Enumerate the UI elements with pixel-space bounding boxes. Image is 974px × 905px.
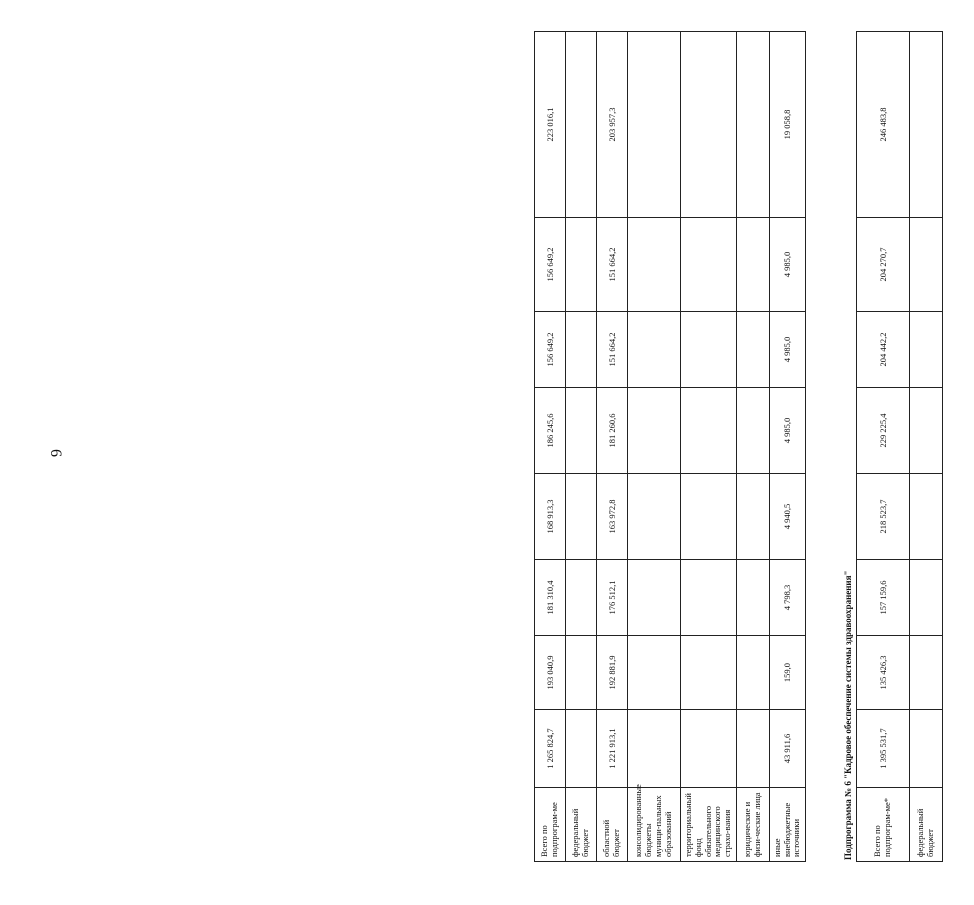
table-cell (628, 388, 681, 474)
table-row (628, 32, 681, 862)
table-cell: 4 985,0 (769, 312, 805, 388)
table-row (736, 32, 769, 862)
table-cell (628, 218, 681, 312)
table-cell: 204 270,7 (857, 218, 910, 312)
table-cell (681, 312, 737, 388)
row-label: Всего по подпрограм-ме (535, 788, 566, 862)
table-cell (628, 710, 681, 788)
table-cell: 156 649,2 (535, 218, 566, 312)
table-cell (736, 636, 769, 710)
table-cell: 4 985,0 (769, 218, 805, 312)
table-cell: 151 664,2 (597, 312, 628, 388)
table-cell: 43 911,6 (769, 710, 805, 788)
row-label: консолидированные бюджеты муници-пальных образований (628, 788, 681, 862)
row-label: юридические и физи-ческие лица (736, 788, 769, 862)
table-cell: 246 483,8 (857, 32, 910, 218)
table-cell (566, 636, 597, 710)
table-cell: 157 159,6 (857, 560, 910, 636)
table-cell (628, 474, 681, 560)
budget-table-subprogram-5 (534, 31, 806, 862)
table-cell: 193 040,9 (535, 636, 566, 710)
table-cell: 192 881,9 (597, 636, 628, 710)
table-cell: 156 649,2 (535, 312, 566, 388)
row-label: федеральный бюджет (566, 788, 597, 862)
rotated-table-frame (534, 32, 974, 862)
table-cell (681, 474, 737, 560)
table-cell: 203 957,3 (597, 32, 628, 218)
table-cell (681, 218, 737, 312)
table-cell (910, 560, 943, 636)
table-cell (681, 388, 737, 474)
table-cell: 19 058,8 (769, 32, 805, 218)
row-label: федеральный бюджет (910, 788, 943, 862)
table-cell: 4 985,0 (769, 388, 805, 474)
table-cell (736, 474, 769, 560)
table-cell: 163 972,8 (597, 474, 628, 560)
table-row (597, 32, 628, 862)
table-cell (681, 560, 737, 636)
table-cell (566, 474, 597, 560)
table-cell (736, 560, 769, 636)
table-cell (566, 388, 597, 474)
table-cell (736, 312, 769, 388)
table-row (535, 32, 566, 862)
table-cell: 204 442,2 (857, 312, 910, 388)
table-cell (566, 560, 597, 636)
subprogram-title: Подпрограмма № 6 "Кадровое обеспечение системы здравоохранения" (843, 570, 853, 860)
table-row (769, 32, 805, 862)
budget-table-subprogram-6 (856, 31, 943, 862)
table-cell (736, 710, 769, 788)
table-cell: 4 940,5 (769, 474, 805, 560)
table-row (857, 32, 910, 862)
table-row (566, 32, 597, 862)
table-cell (910, 388, 943, 474)
table-cell (566, 710, 597, 788)
table-cell (736, 388, 769, 474)
table-cell: 1 265 824,7 (535, 710, 566, 788)
table-cell (910, 474, 943, 560)
table-cell: 151 664,2 (597, 218, 628, 312)
table-cell: 181 260,6 (597, 388, 628, 474)
table-cell: 1 221 913,1 (597, 710, 628, 788)
table-row (681, 32, 737, 862)
row-label: иные внебюджетные источники (769, 788, 805, 862)
table-cell: 168 913,3 (535, 474, 566, 560)
table-cell (628, 636, 681, 710)
table-row (910, 32, 943, 862)
table-cell: 218 523,7 (857, 474, 910, 560)
table-cell (910, 710, 943, 788)
table-cell: 186 245,6 (535, 388, 566, 474)
table-cell (628, 560, 681, 636)
table-cell: 4 798,3 (769, 560, 805, 636)
table-cell (910, 636, 943, 710)
table-cell: 229 225,4 (857, 388, 910, 474)
table-cell (628, 312, 681, 388)
table-cell: 176 512,1 (597, 560, 628, 636)
table-cell (566, 218, 597, 312)
table-cell: 135 426,3 (857, 636, 910, 710)
table-cell (910, 218, 943, 312)
table-cell (681, 710, 737, 788)
row-label: территориальный фонд обязательного медицинского страхо-вания (681, 788, 737, 862)
table-cell (566, 312, 597, 388)
table-cell (628, 32, 681, 218)
table-cell: 181 310,4 (535, 560, 566, 636)
table-cell (736, 218, 769, 312)
table-cell (910, 312, 943, 388)
page-number: 6 (47, 449, 64, 457)
table-cell (681, 32, 737, 218)
row-label: Всего по подпрограм-ме* (857, 788, 910, 862)
table-cell: 159,0 (769, 636, 805, 710)
table-cell (681, 636, 737, 710)
table-cell: 223 016,1 (535, 32, 566, 218)
table-cell (910, 32, 943, 218)
table-cell: 1 395 531,7 (857, 710, 910, 788)
table-cell (566, 32, 597, 218)
row-label: областной бюджет (597, 788, 628, 862)
table-cell (736, 32, 769, 218)
